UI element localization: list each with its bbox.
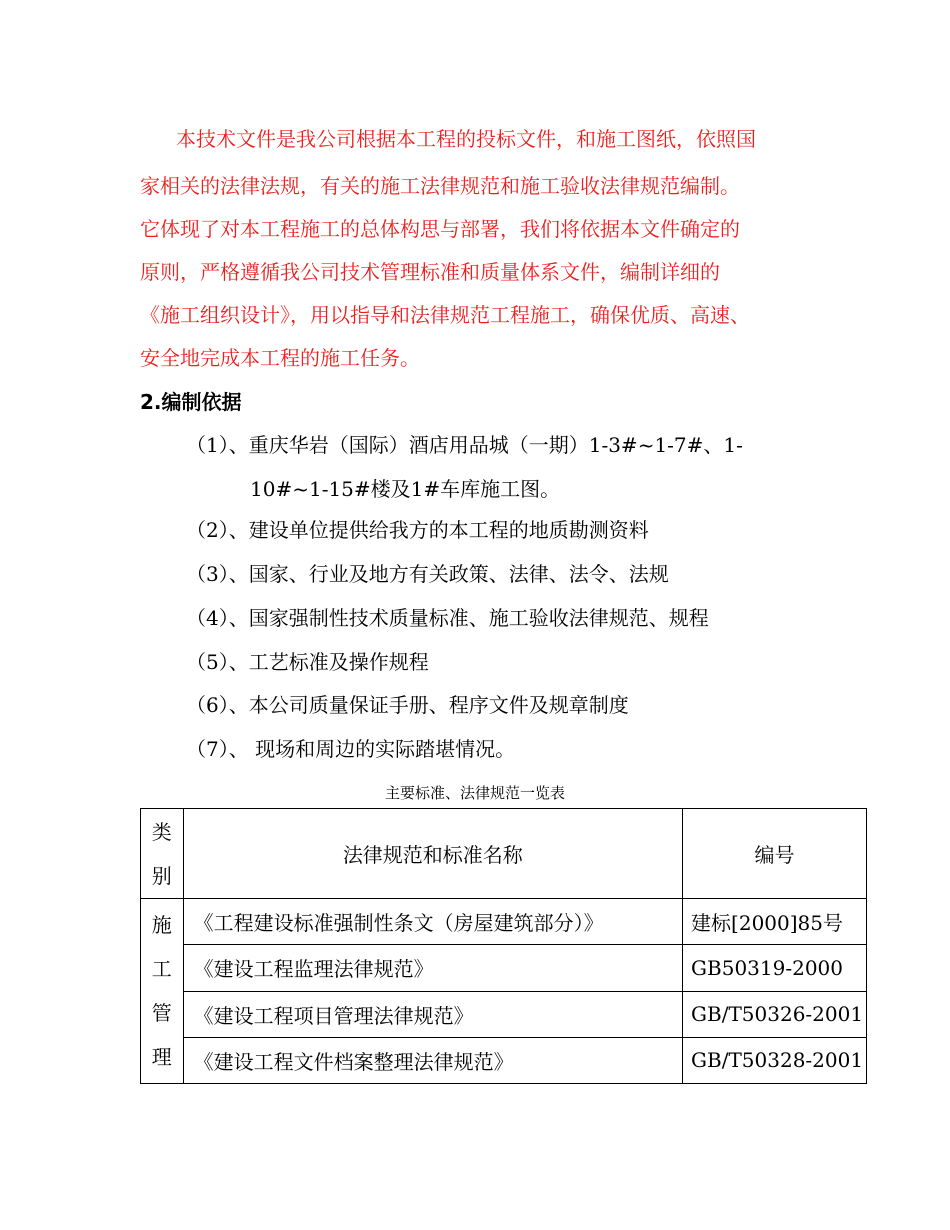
category-char: 施 bbox=[151, 913, 172, 937]
standard-name: 《建设工程监理法律规范》 bbox=[183, 945, 682, 991]
header-category-char: 类 bbox=[151, 819, 172, 844]
table-header-row bbox=[141, 809, 867, 899]
standard-name: 《工程建设标准强制性条文（房屋建筑部分）》 bbox=[183, 899, 682, 945]
standard-code: GB/T50326-2001 bbox=[683, 991, 867, 1037]
category-char: 工 bbox=[151, 957, 172, 981]
basis-item: （5）、工艺标准及操作规程 bbox=[186, 650, 429, 674]
basis-item: （2）、建设单位提供给我方的本工程的地质勘测资料 bbox=[186, 518, 649, 542]
category-char: 管 bbox=[151, 1001, 172, 1025]
intro-line: 原则，严格遵循我公司技术管理标准和质量体系文件，编制详细的 bbox=[140, 260, 720, 284]
table-row bbox=[141, 991, 867, 1037]
header-code-cell: 编号 bbox=[683, 809, 867, 899]
basis-item: （4）、国家强制性技术质量标准、施工验收法律规范、规程 bbox=[186, 606, 709, 630]
category-cell bbox=[141, 899, 184, 1084]
basis-item: （3）、国家、行业及地方有关政策、法律、法令、法规 bbox=[186, 562, 669, 586]
intro-line: 家相关的法律法规，有关的施工法律规范和施工验收法律规范编制。 bbox=[140, 174, 740, 198]
basis-item: （1）、重庆华岩（国际）酒店用品城（一期）1-3#~1-7#、1- bbox=[186, 433, 743, 457]
intro-line: 本技术文件是我公司根据本工程的投标文件，和施工图纸，依照国 bbox=[176, 127, 756, 151]
intro-line: 它体现了对本工程施工的总体构思与部署，我们将依据本文件确定的 bbox=[140, 217, 740, 241]
header-category-char: 别 bbox=[151, 863, 172, 888]
table-row bbox=[141, 1037, 867, 1083]
section-heading: 2.编制依据 bbox=[140, 390, 242, 414]
table-caption: 主要标准、法律规范一览表 bbox=[384, 784, 565, 802]
standard-code: GB/T50328-2001 bbox=[683, 1037, 867, 1083]
basis-item: （7）、 现场和周边的实际踏堪情况。 bbox=[186, 737, 516, 761]
standard-name: 《建设工程项目管理法律规范》 bbox=[183, 991, 682, 1037]
table-row bbox=[141, 899, 867, 945]
intro-line: 《施工组织设计》，用以指导和法律规范工程施工，确保优质、高速、 bbox=[140, 303, 750, 327]
basis-item: （6）、本公司质量保证手册、程序文件及规章制度 bbox=[186, 693, 629, 717]
basis-item: 10#~1-15#楼及1#车库施工图。 bbox=[250, 477, 561, 501]
standard-code: 建标[2000]85号 bbox=[683, 899, 867, 945]
header-category-cell bbox=[141, 809, 184, 899]
header-name-cell: 法律规范和标准名称 bbox=[183, 809, 682, 899]
standard-name: 《建设工程文件档案整理法律规范》 bbox=[183, 1037, 682, 1083]
category-char: 理 bbox=[151, 1045, 172, 1069]
standards-table bbox=[140, 808, 867, 1084]
table-row bbox=[141, 945, 867, 991]
standard-code: GB50319-2000 bbox=[683, 945, 867, 991]
intro-line: 安全地完成本工程的施工任务。 bbox=[140, 346, 420, 370]
